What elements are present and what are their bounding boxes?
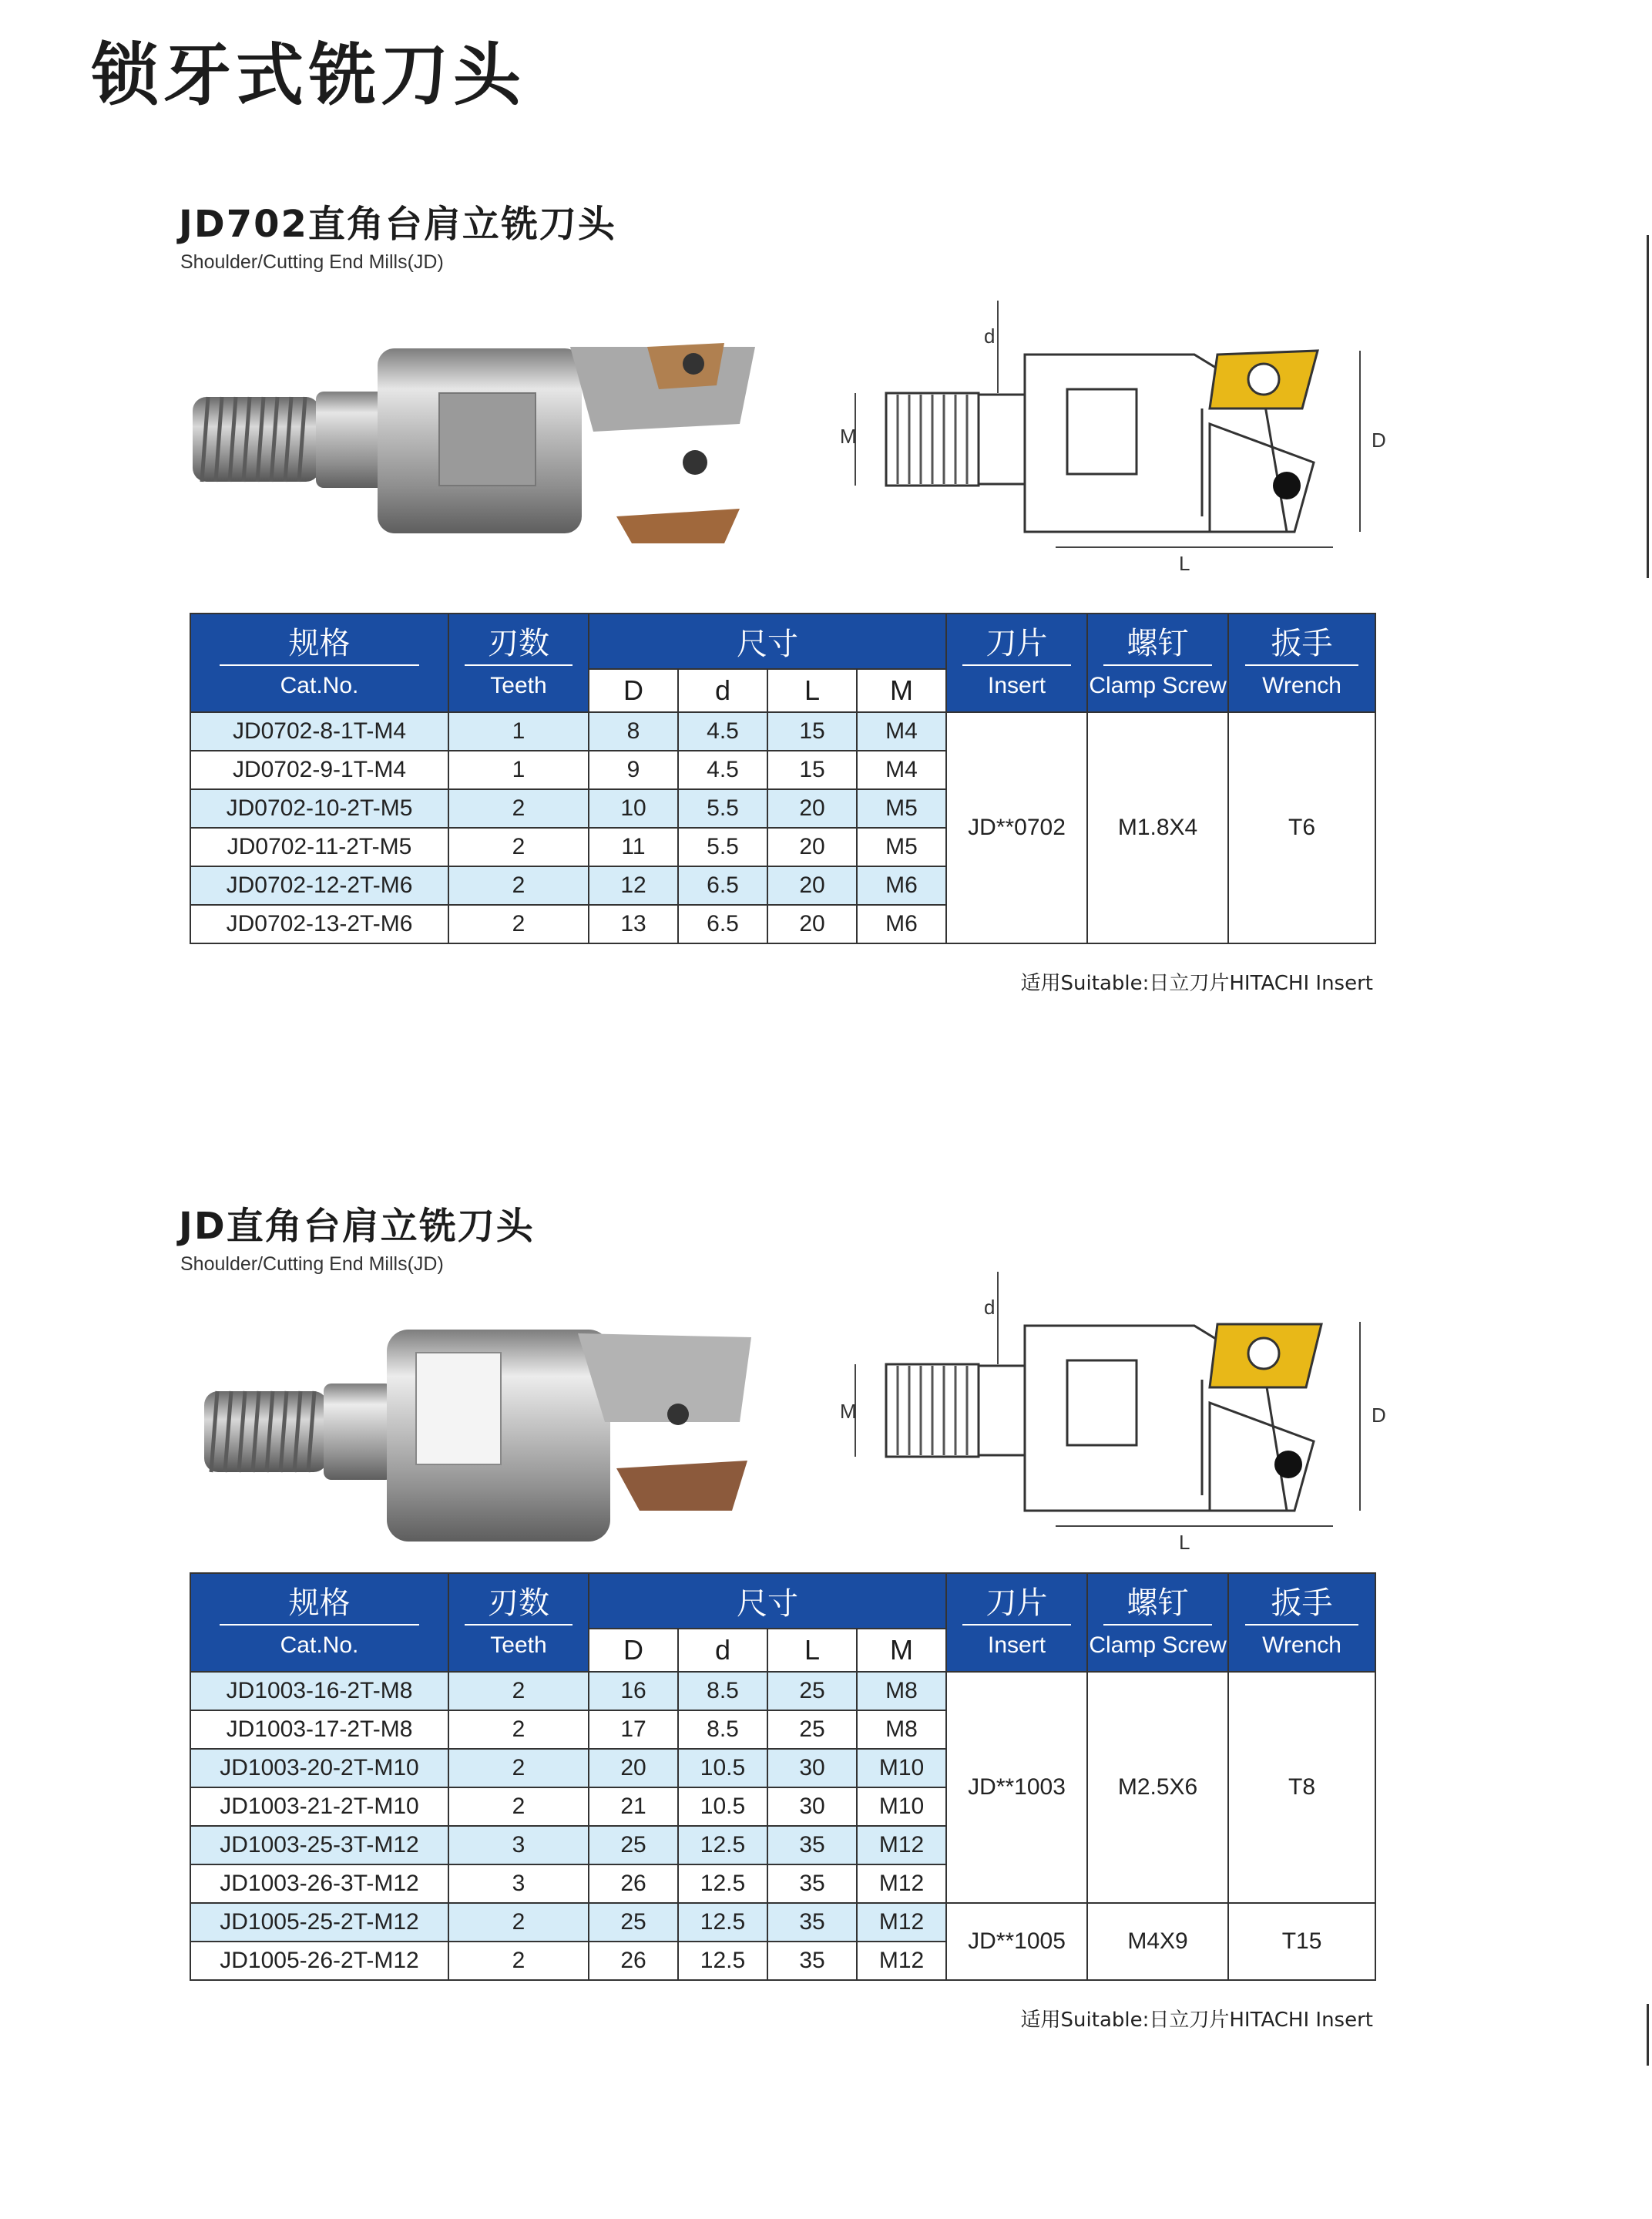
page-edge-mark	[1647, 235, 1649, 578]
technical-drawing-1	[832, 301, 1387, 578]
table-row: JD1005-25-2T-M12 2 25 12.5 35 M12 JD**1005 M4X9 T15	[190, 1903, 1375, 1942]
table-1-body	[190, 712, 1375, 943]
header-dim-M: M	[857, 1629, 946, 1672]
table-row: JD1003-21-2T-M10 2 21 10.5 30 M10	[190, 1787, 1375, 1826]
header-teeth: 刃数 Teeth	[448, 1573, 589, 1672]
page-title: 锁牙式铣刀头	[91, 35, 526, 115]
dim-label-d: d	[984, 324, 996, 348]
header-size: 尺寸	[589, 614, 946, 669]
table-row: JD0702-8-1T-M4 1 8 4.5 15 M4 JD**0702 M1.8X4 T6	[190, 712, 1375, 751]
page-edge-mark	[1647, 2004, 1649, 2066]
spec-table-2	[190, 1572, 1376, 1981]
header-dim-d: d	[678, 669, 767, 712]
table-row: JD1003-16-2T-M8 2 16 8.5 25 M8 JD**1003 M2.5X6 T8	[190, 1672, 1375, 1710]
dim-label-D: D	[1372, 1404, 1386, 1427]
end-mill-photo-2	[185, 1322, 771, 1553]
table-row: JD1003-17-2T-M8 2 17 8.5 25 M8	[190, 1710, 1375, 1749]
section-2-subtitle: Shoulder/Cutting End Mills(JD)	[180, 1253, 444, 1275]
dim-label-M: M	[840, 1400, 857, 1423]
table-row: JD0702-13-2T-M6 2 13 6.5 20 M6	[190, 905, 1375, 943]
wrench-cell: T8	[1228, 1672, 1375, 1903]
header-teeth: 刃数 Teeth	[448, 614, 589, 712]
section-1-subtitle: Shoulder/Cutting End Mills(JD)	[180, 251, 444, 273]
table-row: JD1003-20-2T-M10 2 20 10.5 30 M10	[190, 1749, 1375, 1787]
dim-label-D: D	[1372, 429, 1386, 452]
suitable-note-1: 适用Suitable:日立刀片HITACHI Insert	[1020, 972, 1373, 995]
header-screw: 螺钉 Clamp Screw	[1087, 614, 1228, 712]
header-screw: 螺钉 Clamp Screw	[1087, 1573, 1228, 1672]
header-dim-M: M	[857, 669, 946, 712]
header-dim-d: d	[678, 1629, 767, 1672]
table-row: JD1003-26-3T-M12 3 26 12.5 35 M12	[190, 1864, 1375, 1903]
table-row: JD0702-12-2T-M6 2 12 6.5 20 M6	[190, 866, 1375, 905]
header-size: 尺寸	[589, 1573, 946, 1629]
section-2-title: JD直角台肩立铣刀头	[179, 1205, 535, 1248]
dim-label-M: M	[840, 425, 857, 448]
insert-cell: JD**0702	[946, 712, 1087, 943]
screw-cell: M2.5X6	[1087, 1672, 1228, 1903]
spec-table-1	[190, 613, 1376, 944]
technical-drawing-2	[832, 1272, 1387, 1557]
wrench-cell: T15	[1228, 1903, 1375, 1980]
table-row: JD1003-25-3T-M12 3 25 12.5 35 M12	[190, 1826, 1375, 1864]
end-mill-photo-1	[185, 331, 771, 555]
wrench-cell: T6	[1228, 712, 1375, 943]
dim-label-L: L	[1179, 552, 1190, 575]
table-row: JD0702-10-2T-M5 2 10 5.5 20 M5	[190, 789, 1375, 828]
header-dim-L: L	[767, 1629, 857, 1672]
dim-label-L: L	[1179, 1531, 1190, 1554]
table-row: JD0702-11-2T-M5 2 11 5.5 20 M5	[190, 828, 1375, 866]
section-1-title: JD702直角台肩立铣刀头	[179, 203, 616, 246]
screw-cell: M4X9	[1087, 1903, 1228, 1980]
insert-cell: JD**1003	[946, 1672, 1087, 1903]
header-dim-D: D	[589, 1629, 678, 1672]
header-insert: 刀片 Insert	[946, 1573, 1087, 1672]
table-row: JD0702-9-1T-M4 1 9 4.5 15 M4	[190, 751, 1375, 789]
insert-cell: JD**1005	[946, 1903, 1087, 1980]
header-cat: 规格 Cat.No.	[190, 614, 448, 712]
dim-label-d: d	[984, 1296, 996, 1319]
header-dim-L: L	[767, 669, 857, 712]
header-insert: 刀片 Insert	[946, 614, 1087, 712]
table-2-body	[190, 1672, 1375, 1980]
header-wrench: 扳手 Wrench	[1228, 614, 1375, 712]
screw-cell: M1.8X4	[1087, 712, 1228, 943]
suitable-note-2: 适用Suitable:日立刀片HITACHI Insert	[1020, 2009, 1373, 2032]
header-wrench: 扳手 Wrench	[1228, 1573, 1375, 1672]
header-dim-D: D	[589, 669, 678, 712]
header-cat: 规格 Cat.No.	[190, 1573, 448, 1672]
table-row: JD1005-26-2T-M12 2 26 12.5 35 M12	[190, 1942, 1375, 1980]
